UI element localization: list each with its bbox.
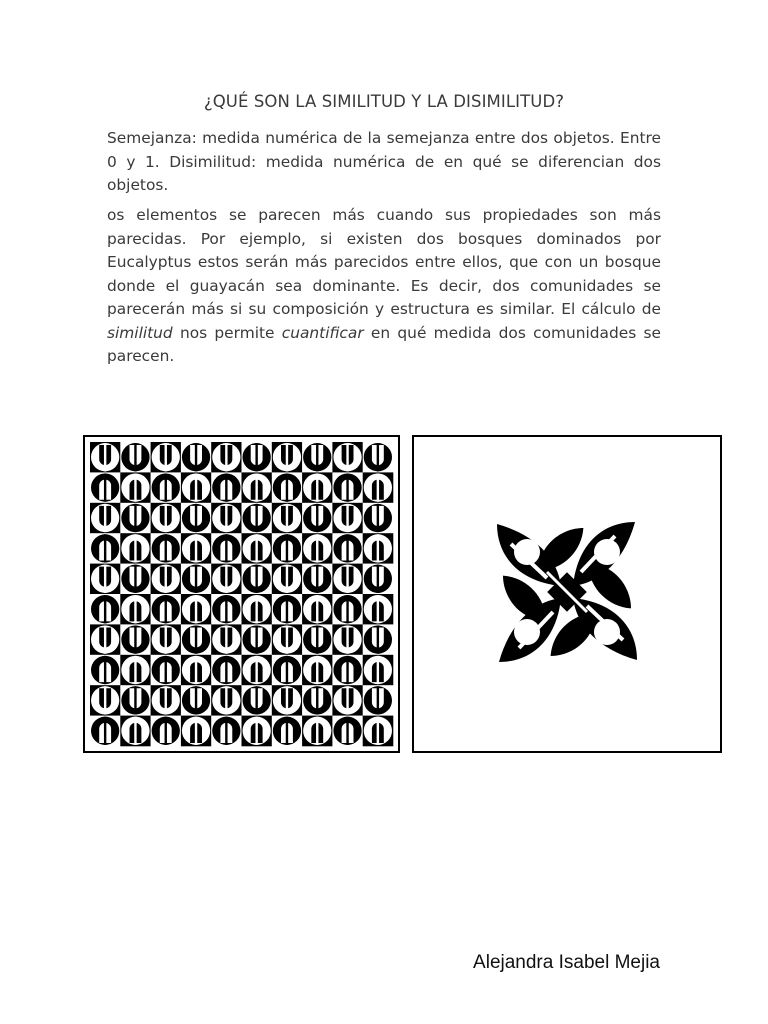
grid-cell bbox=[272, 655, 303, 686]
grid-cell bbox=[181, 503, 212, 534]
grid-cell bbox=[272, 594, 303, 625]
paragraph-text-1: os elementos se parecen más cuando sus propiedades son más parecidas. Por ejemplo, si existen dos bosques dominados por Eucalyptus estos serán más parecidos entre ellos, que con un bosque donde el guayacán sea dominante. Es decir, dos comunidades se parecerán más si su composición y estructura es similar. El cálculo de bbox=[107, 206, 661, 318]
grid-cell bbox=[90, 564, 121, 595]
grid-cell bbox=[151, 503, 182, 534]
leaf-motif-figure bbox=[412, 435, 722, 753]
grid-cell bbox=[211, 442, 242, 473]
pattern-grid-figure bbox=[83, 435, 400, 753]
grid-cell bbox=[120, 594, 151, 625]
grid-cell bbox=[242, 716, 273, 747]
figures-area bbox=[60, 405, 740, 773]
grid-cell bbox=[272, 442, 303, 473]
grid-cell bbox=[302, 655, 333, 686]
grid-cell bbox=[211, 685, 242, 716]
grid-cell bbox=[332, 564, 363, 595]
grid-cell bbox=[242, 624, 273, 655]
grid-cell bbox=[90, 594, 121, 625]
grid-cell bbox=[332, 472, 363, 503]
grid-cell bbox=[332, 503, 363, 534]
grid-cell bbox=[332, 685, 363, 716]
grid-cell bbox=[272, 624, 303, 655]
grid-cell bbox=[332, 716, 363, 747]
grid-cell bbox=[363, 472, 394, 503]
leaf-motif-svg bbox=[414, 437, 720, 751]
grid-cell bbox=[120, 624, 151, 655]
grid-cell bbox=[151, 472, 182, 503]
grid-cell bbox=[181, 655, 212, 686]
grid-cell bbox=[211, 503, 242, 534]
paragraph-text-3: en qué medida dos comunidades se parecen. bbox=[107, 323, 661, 365]
grid-cell bbox=[242, 594, 273, 625]
page-title: ¿QUÉ SON LA SIMILITUD Y LA DISIMILITUD? bbox=[203, 92, 565, 111]
grid-cell bbox=[90, 655, 121, 686]
grid-cell bbox=[272, 716, 303, 747]
grid-cell bbox=[151, 624, 182, 655]
grid-cell bbox=[151, 442, 182, 473]
grid-cell bbox=[181, 594, 212, 625]
grid-cell bbox=[90, 533, 121, 564]
grid-cell bbox=[363, 503, 394, 534]
grid-cell bbox=[363, 442, 394, 473]
grid-cell bbox=[181, 624, 212, 655]
grid-cell bbox=[363, 564, 394, 595]
author-name: Alejandra Isabel Mejia bbox=[473, 952, 660, 973]
grid-cell bbox=[151, 533, 182, 564]
grid-cell bbox=[90, 472, 121, 503]
grid-cell bbox=[90, 624, 121, 655]
grid-cell bbox=[302, 503, 333, 534]
grid-cell bbox=[151, 716, 182, 747]
grid-cell bbox=[332, 655, 363, 686]
grid-cell bbox=[120, 716, 151, 747]
term-cuantificar: cuantificar bbox=[281, 323, 364, 342]
grid-cell bbox=[332, 442, 363, 473]
grid-cell bbox=[90, 503, 121, 534]
grid-cell bbox=[151, 655, 182, 686]
grid-cell bbox=[302, 442, 333, 473]
grid-cell bbox=[302, 533, 333, 564]
grid-cell bbox=[272, 503, 303, 534]
grid-cell bbox=[332, 624, 363, 655]
grid-cell bbox=[242, 442, 273, 473]
grid-cell bbox=[363, 624, 394, 655]
grid-cell bbox=[363, 533, 394, 564]
grid-cell bbox=[302, 685, 333, 716]
grid-cell bbox=[120, 685, 151, 716]
grid-cell bbox=[120, 442, 151, 473]
grid-cell bbox=[181, 442, 212, 473]
grid-cell bbox=[332, 533, 363, 564]
grid-cell bbox=[272, 472, 303, 503]
grid-cell bbox=[211, 624, 242, 655]
grid-cell bbox=[90, 716, 121, 747]
grid-cell bbox=[120, 564, 151, 595]
grid-cell bbox=[181, 564, 212, 595]
grid-cell bbox=[242, 533, 273, 564]
grid-cell bbox=[302, 716, 333, 747]
grid-cell bbox=[211, 533, 242, 564]
grid-cell bbox=[120, 503, 151, 534]
pattern-grid-svg bbox=[85, 437, 398, 751]
grid-cell bbox=[242, 655, 273, 686]
grid-cell bbox=[151, 564, 182, 595]
grid-cell bbox=[90, 442, 121, 473]
grid-cell bbox=[302, 564, 333, 595]
grid-cell bbox=[242, 685, 273, 716]
grid-cell bbox=[151, 685, 182, 716]
paragraph-text-2: nos permite bbox=[172, 323, 282, 342]
grid-cell bbox=[363, 655, 394, 686]
grid-cell bbox=[272, 533, 303, 564]
grid-cell bbox=[302, 472, 333, 503]
grid-cell bbox=[242, 503, 273, 534]
grid-cell bbox=[272, 685, 303, 716]
grid-cell bbox=[181, 472, 212, 503]
grid-cell bbox=[363, 685, 394, 716]
grid-cell bbox=[211, 472, 242, 503]
grid-cell bbox=[211, 594, 242, 625]
grid-cell bbox=[181, 716, 212, 747]
grid-cell bbox=[151, 594, 182, 625]
grid-cell bbox=[120, 472, 151, 503]
grid-cell bbox=[272, 564, 303, 595]
grid-cell bbox=[242, 564, 273, 595]
leaf-motif bbox=[497, 522, 637, 662]
grid-cell bbox=[302, 594, 333, 625]
grid-cell bbox=[181, 685, 212, 716]
grid-cell bbox=[120, 533, 151, 564]
grid-cell bbox=[363, 594, 394, 625]
grid-cell bbox=[302, 624, 333, 655]
grid-cell bbox=[332, 594, 363, 625]
grid-cell bbox=[181, 533, 212, 564]
grid-cell bbox=[242, 472, 273, 503]
paragraph-explanation bbox=[107, 204, 661, 369]
grid-cell bbox=[90, 685, 121, 716]
grid-cell bbox=[211, 716, 242, 747]
paragraph-definition: Semejanza: medida numérica de la semejanza entre dos objetos. Entre 0 y 1. Disimilitud: medida numérica de en qué se diferencian dos objetos. bbox=[107, 129, 661, 194]
grid-cell bbox=[120, 655, 151, 686]
term-similitud: similitud bbox=[107, 323, 173, 342]
grid-cell bbox=[211, 564, 242, 595]
grid-cell bbox=[211, 655, 242, 686]
grid-cell bbox=[363, 716, 394, 747]
